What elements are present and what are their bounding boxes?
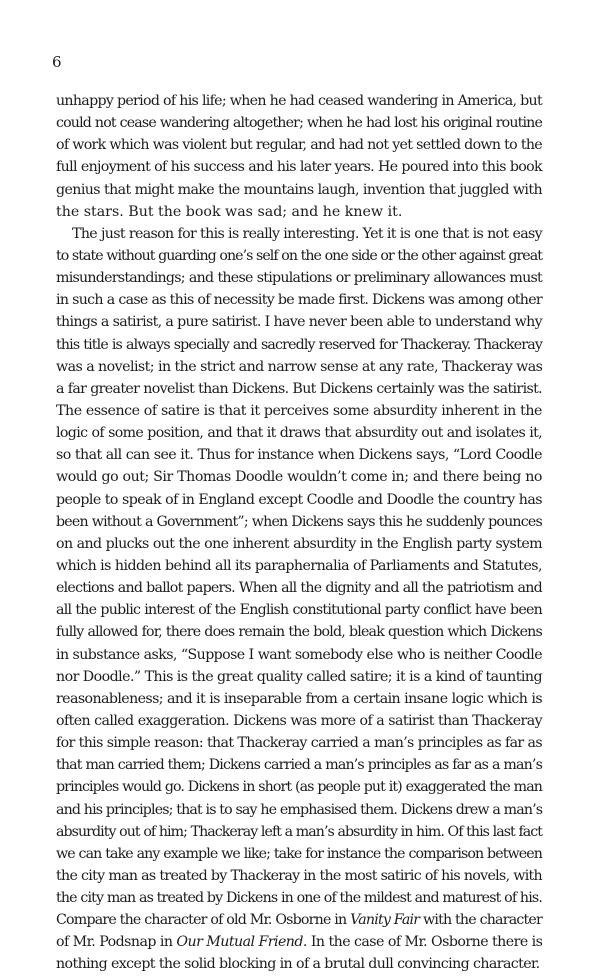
text-run: The just reason for this is really interesting. Yet it is one that is not easy <box>72 225 542 242</box>
text-run: and his principles; that is to say he emphasised them. Dickens drew a man’s <box>56 801 543 818</box>
text-line <box>56 953 542 975</box>
text-line <box>56 776 542 798</box>
text-run: could not cease wandering altogether; when he had lost his original routine <box>56 115 542 132</box>
text-line <box>56 201 542 223</box>
text-line <box>56 577 542 599</box>
text-run: the city man as treated by Dickens in one of the mildest and maturest of his. <box>56 890 542 907</box>
page-number: 6 <box>52 53 62 71</box>
text-run: often called exaggeration. Dickens was more of a satirist than Thackeray <box>56 712 542 729</box>
text-line <box>56 400 542 422</box>
text-run: we can take any example we like; take for instance the comparison between <box>56 845 542 862</box>
paragraph <box>56 223 542 976</box>
text-run: with the character <box>419 912 542 929</box>
text-run: was a novelist; in the strict and narrow sense at any rate, Thackeray was <box>56 358 543 375</box>
text-line <box>56 134 542 156</box>
text-line <box>56 245 542 267</box>
text-line <box>56 223 542 245</box>
text-line <box>56 843 542 865</box>
text-run: so that all can see it. Thus for instance when Dickens says, “Lord Coodle <box>56 447 542 464</box>
text-run: reasonableness; and it is inseparable from a certain insane logic which is <box>56 690 542 707</box>
text-run: nor Doodle.” This is the great quality called satire; it is a kind of taunting <box>56 668 542 685</box>
text-run: people to speak of in England except Coodle and Doodle the country has <box>56 491 542 508</box>
text-line <box>56 334 542 356</box>
text-line <box>56 799 542 821</box>
text-line <box>56 909 542 931</box>
text-line <box>56 489 542 511</box>
text-line <box>56 754 542 776</box>
paragraph <box>56 90 542 223</box>
text-run: which is hidden behind all its paraphernalia of Parliaments and Statutes, <box>56 557 542 574</box>
text-run: logic of some position, and that it draws that absurdity out and isolates it, <box>56 425 542 442</box>
text-run: fully allowed for, there does remain the bold, bleak question which Dickens <box>56 624 542 641</box>
text-line <box>56 511 542 533</box>
text-run: The essence of satire is that it perceives some absurdity inherent in the <box>56 402 542 419</box>
text-run: on and plucks out the one inherent absurdity in the English party system <box>56 535 542 552</box>
text-run: for this simple reason: that Thackeray carried a man’s principles as far as <box>56 735 542 752</box>
text-run: full enjoyment of his success and his later years. He poured into this book <box>56 159 542 176</box>
text-run: misunderstandings; and these stipulations or preliminary allowances must <box>56 270 542 287</box>
text-run: Compare the character of old Mr. Osborne in <box>56 912 351 929</box>
text-line <box>56 356 542 378</box>
text-line <box>56 289 542 311</box>
text-line <box>56 267 542 289</box>
text-run: nothing except the solid blocking in of a brutal dull convincing character. <box>56 956 540 973</box>
text-run: of work which was violent but regular, and had not yet settled down to the <box>56 137 542 154</box>
text-run: things a satirist, a pure satirist. I have never been able to understand why <box>56 314 542 331</box>
text-line <box>56 887 542 909</box>
text-line <box>56 865 542 887</box>
text-line <box>56 931 542 953</box>
text-line <box>56 444 542 466</box>
text-run: the city man as treated by Thackeray in the most satiric of his novels, with <box>56 867 542 884</box>
text-line <box>56 599 542 621</box>
text-line <box>56 422 542 444</box>
text-line <box>56 179 542 201</box>
text-run: genius that might make the mountains laugh, invention that juggled with <box>56 181 542 198</box>
body-text <box>56 90 542 976</box>
text-run: principles would go. Dickens in short (as people put it) exaggerated the man <box>56 779 542 796</box>
text-line <box>56 466 542 488</box>
text-run: In the case of Mr. Osborne there is <box>306 934 543 951</box>
text-line <box>56 112 542 134</box>
text-run: been without a Government”; when Dickens says this he suddenly pounces <box>56 513 542 530</box>
text-run: in substance asks, “Suppose I want somebody else who is neither Coodle <box>56 646 542 663</box>
text-run: that man carried them; Dickens carried a man’s principles as far as a man’s <box>56 757 542 774</box>
text-run: all the public interest of the English constitutional party conflict have been <box>56 602 542 619</box>
text-run: in such a case as this of necessity be made first. Dickens was among other <box>56 292 542 309</box>
text-line <box>56 156 542 178</box>
text-line <box>56 821 542 843</box>
text-run: the stars. But the book was sad; and he knew it. <box>56 203 403 220</box>
text-line <box>56 311 542 333</box>
text-run: unhappy period of his life; when he had ceased wandering in America, but <box>56 93 542 109</box>
text-run: to state without guarding one’s self on the one side or the other against great <box>56 247 542 264</box>
text-line <box>56 666 542 688</box>
italic-title: Vanity Fair <box>350 912 420 929</box>
text-run: of Mr. Podsnap in <box>56 934 177 951</box>
text-run: would go out; Sir Thomas Doodle wouldn’t come in; and there being no <box>56 469 542 486</box>
text-run: a far greater novelist than Dickens. But Dickens certainly was the satirist. <box>56 380 542 397</box>
text-line <box>56 621 542 643</box>
text-line <box>56 732 542 754</box>
text-line <box>56 555 542 577</box>
text-run: elections and ballot papers. When all the dignity and all the patriotism and <box>56 580 542 597</box>
text-line <box>56 378 542 400</box>
text-run: this title is always specially and sacredly reserved for Thackeray. Thackeray <box>56 336 542 353</box>
text-run: absurdity out of him; Thackeray left a man’s absurdity in him. Of this last fact <box>56 823 542 840</box>
italic-title: Our Mutual Friend. <box>176 934 307 951</box>
text-line <box>56 533 542 555</box>
text-line <box>56 688 542 710</box>
text-line <box>56 90 542 112</box>
text-line <box>56 710 542 732</box>
text-line <box>56 644 542 666</box>
